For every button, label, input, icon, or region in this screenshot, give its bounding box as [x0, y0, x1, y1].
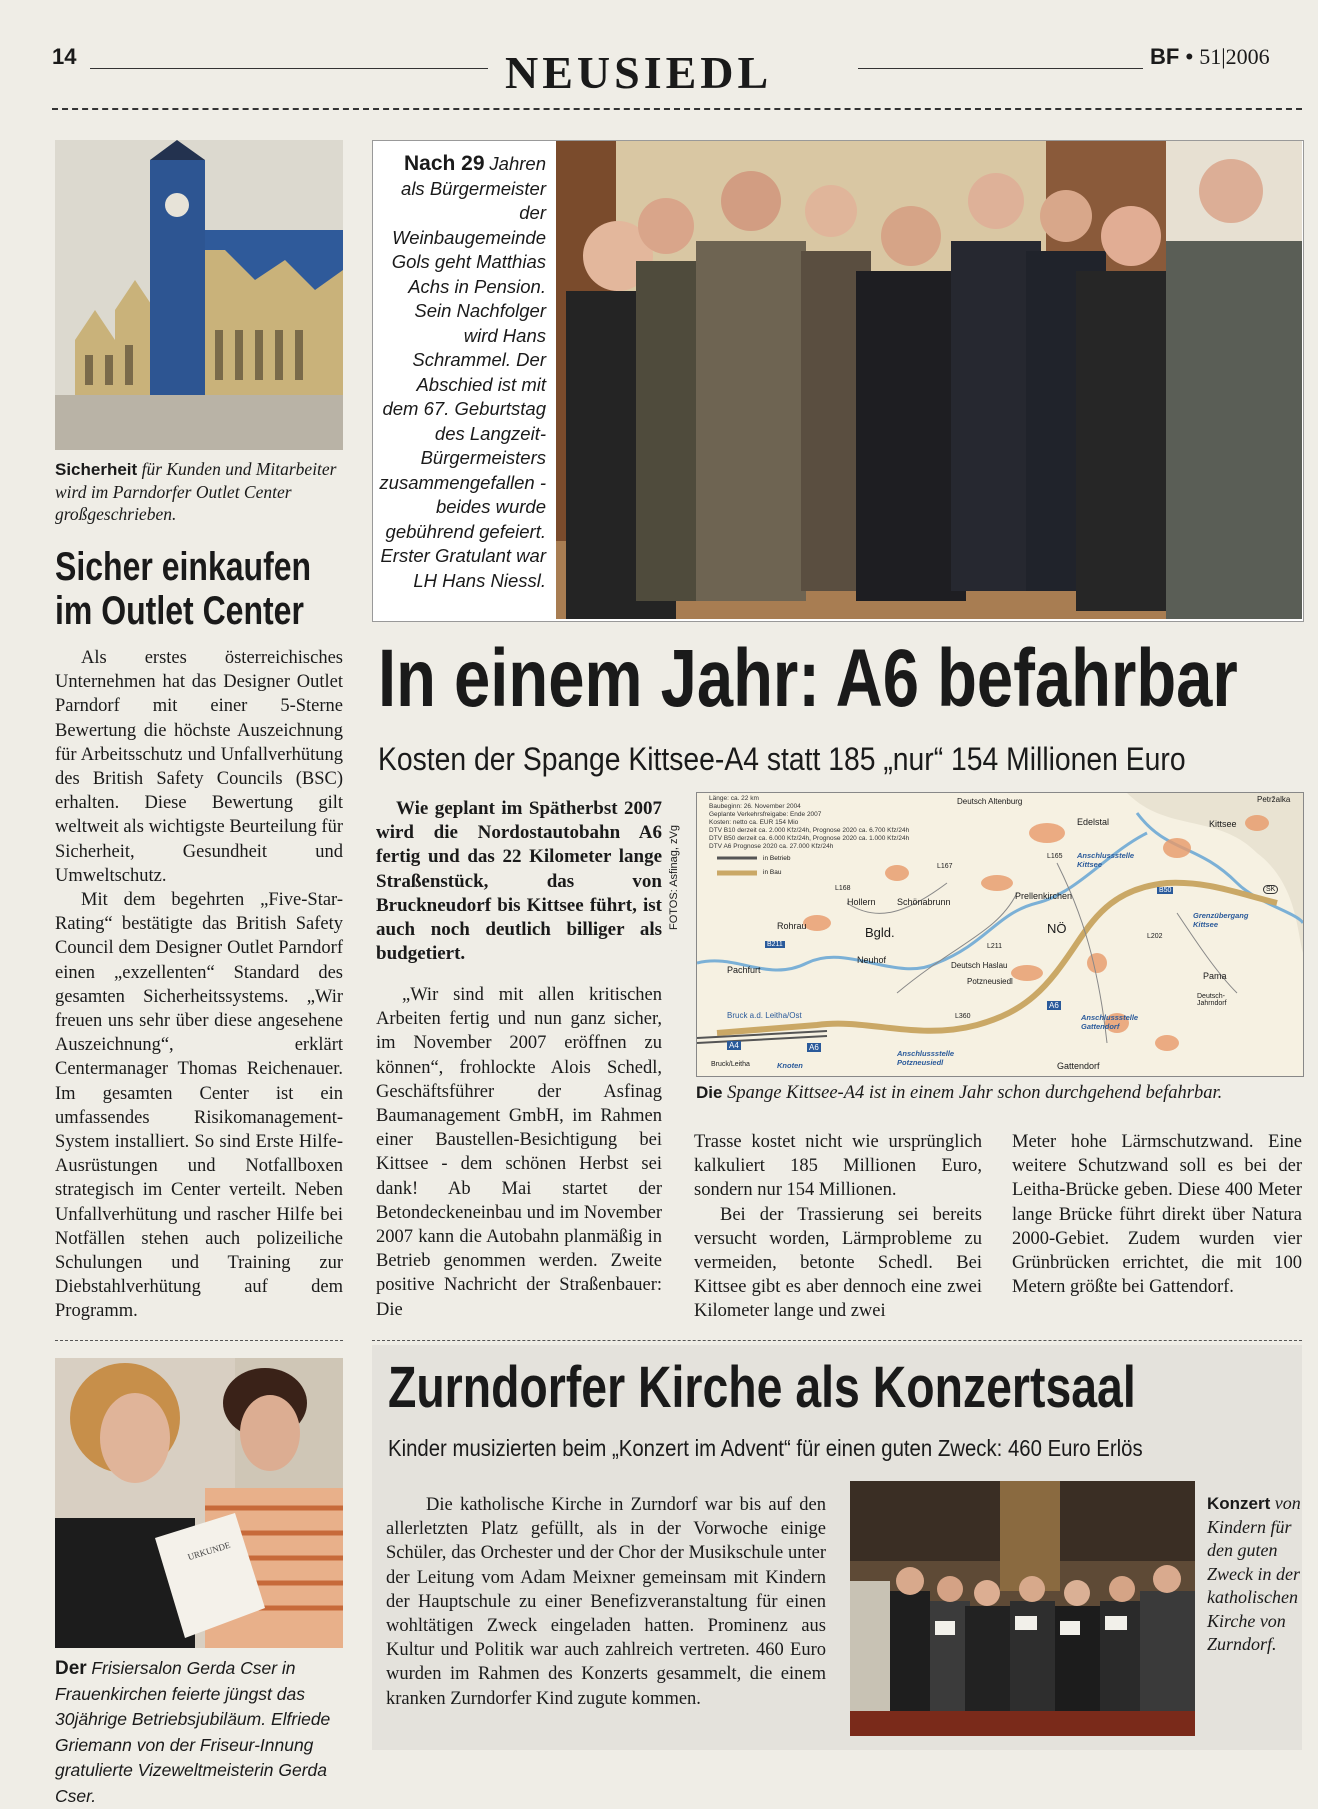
map-place: Neuhof [857, 955, 887, 965]
kirche-body [386, 1493, 826, 1711]
issue-number: 51|2006 [1199, 44, 1270, 69]
outlet-caption-lead: Sicherheit [55, 460, 138, 479]
map-place: Pama [1203, 971, 1227, 981]
map-road-label: B50 [1159, 887, 1172, 894]
a6-col2-paragraph-2: Bei der Trassierung sei bereits versucht worden, Lärmprobleme zu vermeiden, betonte Schedl. Bei Kittsee gibt es aber dennoch eine zwei Kilometer lange und zwei [694, 1204, 982, 1322]
a6-col2-paragraph-1: Trasse kostet nicht wie ursprünglich kalkuliert 185 Millionen Euro, sondern nur 154 Millionen. [694, 1132, 982, 1201]
kirche-concert-photo [850, 1481, 1195, 1736]
salon-caption [55, 1656, 347, 1809]
salon-caption-text: Frisiersalon Gerda Cser in Frauenkirchen feierte jüngst das 30jährige Betriebsjubiläum. Elfriede Griemann von der Friseur-Innung gratulierte Vizeweltmeisterin Gerda Cser. [55, 1658, 331, 1806]
a6-lead: Wie geplant im Spätherbst 2007 wird die Nordostautobahn A6 fertig und das 22 Kilometer lange Straßenstück, das von Bruckneudorf bis Kittsee führt, ist auch noch deutlich billiger als budgetiert. [376, 798, 662, 965]
outlet-building-illustration [55, 140, 343, 450]
paper-name: BF [1150, 44, 1180, 69]
kirche-photo-caption [1207, 1492, 1302, 1657]
salon-illustration [55, 1358, 343, 1648]
map-info-value: derzeit ca. 2.000 Kfz/24h, Prognose 2020 ca. 6.700 Kfz/24h [737, 827, 910, 834]
map-road-label: L168 [835, 885, 851, 892]
map-place: Schönabrunn [897, 897, 951, 907]
map-road-label: A4 [729, 1041, 739, 1050]
map-info-value: Ende 2007 [789, 811, 822, 818]
map-place: Gattendorf [1057, 1061, 1100, 1071]
map-info-label: Geplante Verkehrsfreigabe: [709, 811, 789, 818]
a6-subheadline: Kosten der Spange Kittsee-A4 statt 185 „nur“ 154 Millionen Euro [378, 741, 1186, 777]
a6-headline: In einem Jahr: A6 befahrbar [378, 633, 1238, 724]
map-region-noe: NÖ [1047, 921, 1067, 936]
a6-column-2 [694, 1130, 982, 1324]
outlet-paragraph-1: Als erstes österreichisches Unternehmen hat das Designer Outlet Parndorf mit einer 5-Sterne Bewertung die höchste Auszeichnung für Arbeitsschutz und Unfallverhütung des British Safety Councils (BSC) erhalten. Diese Bewertung gilt weltweit als wichtigste Beurteilung für Sicherheit, Gesundheit und Umweltschutz. [55, 648, 343, 886]
left-column-dashed-divider [55, 1340, 343, 1341]
gols-caption [378, 152, 546, 593]
map-place: Rohrau [777, 921, 807, 931]
map-place: Deutsch-Jahrndorf [1197, 993, 1227, 1007]
a6-column-1 [376, 983, 662, 1322]
map-junction: Anschlussstelle Gattendorf [1081, 1013, 1139, 1031]
map-legend-construction: in Bau [763, 869, 782, 876]
map-place: Pachfurt [727, 965, 761, 975]
kirche-headline: Zurndorfer Kirche als Konzertsaal [388, 1355, 1136, 1420]
map-place: Kittsee [1209, 819, 1237, 829]
map-legend-operating: in Betrieb [763, 855, 791, 862]
outlet-photo-caption [55, 458, 345, 525]
map-junction: Grenzübergang Kittsee [1193, 911, 1249, 929]
map-info-label: Baubeginn: [709, 803, 742, 810]
header-dashed-rule [52, 108, 1302, 110]
outlet-headline-line2: im Outlet Center [55, 589, 304, 633]
map-junction: Anschlussstelle Potzneusiedl [897, 1049, 955, 1067]
map-place: Potzneusiedl [967, 977, 1013, 986]
main-dashed-divider [372, 1340, 1302, 1341]
gols-caption-text: Jahren als Bürgermeister der Weinbaugemeinde Gols geht Matthias Achs in Pension. Sein Nachfolger wird Hans Schrammel. Der Abschied ist mit dem 67. Geburtstag des Langzeit-Bürgermeisters zusammengefallen - beides wurde gebührend gefeiert. Erster Gratulant war LH Hans Niessl. [379, 153, 546, 591]
issue-bullet: • [1185, 44, 1194, 69]
map-info-label: Länge: [709, 795, 729, 802]
header-rule-right [858, 68, 1143, 69]
map-road-label: L360 [955, 1013, 971, 1020]
map-road-label: A6 [1049, 1001, 1059, 1010]
outlet-paragraph-2: Mit dem begehrten „Five-Star-Rating“ bestätigte das British Safety Council dem Designer Outlet Parndorf einen „exzellenten“ Standard des gesamten Sicherheitssystems. „Wir freuen uns sehr über diese angesehene Auszeichnung“, erklärt Centermanager Thomas Reichenauer. Im gesamten Center ist ein umfassendes Risikomanagement-System installiert. So sind Erste Hilfe-Ausrüstungen und Notfallboxen strategisch im Center verteilt. Neben Unfallverhütung und rascher Hilfe bei Notfällen stehen auch polizeiliche Schulungen und Training zur Diebstahlverhütung auf dem Programm. [55, 890, 343, 1322]
map-place: Bruck a.d. Leitha/Ost [727, 1011, 802, 1020]
map-info-box [709, 795, 969, 851]
kirche-concert-illustration [850, 1481, 1195, 1736]
map-info-value: derzeit ca. 6.000 Kfz/24h, Prognose 2020 ca. 1.000 Kfz/24h [737, 835, 910, 842]
map-caption-lead: Die [696, 1083, 723, 1102]
map-info-label: Kosten: [709, 819, 732, 826]
gols-group-photo [556, 141, 1302, 619]
map-caption-text: Spange Kittsee-A4 ist in einem Jahr schon durchgehend befahrbar. [727, 1083, 1223, 1103]
map-info-value: ca. 22 km [730, 795, 759, 802]
outlet-article-body [55, 646, 343, 1324]
gols-caption-lead: Nach 29 [404, 152, 485, 175]
header-rule-left [90, 68, 488, 69]
map-place: Deutsch Haslau [951, 961, 1008, 970]
map-info-label: DTV B10 [709, 827, 736, 834]
outlet-caption-text: für Kunden und Mitarbeiter wird im Parndorfer Outlet Center großgeschrieben. [55, 459, 337, 524]
kirche-caption-text: von Kindern für den guten Zweck in der katholischen Kirche von Zurndorf. [1207, 1493, 1301, 1654]
map-road-label: L165 [1047, 853, 1063, 860]
map-place: Edelstal [1077, 817, 1110, 827]
a6-column-3 [1012, 1130, 1302, 1299]
outlet-headline [55, 545, 311, 633]
map-place: Prellenkirchen [1015, 891, 1073, 901]
map-road-label: A6 [809, 1043, 819, 1052]
gols-group-illustration [556, 141, 1302, 619]
map-place: Hollern [847, 897, 876, 907]
salon-caption-lead: Der [55, 1658, 87, 1679]
map-place: Petržalka [1257, 795, 1291, 804]
a6-col1-paragraph: „Wir sind mit allen kritischen Arbeiten fertig und nun ganz sicher, im November 2007 eröffnen zu können“, frohlockte Alois Schedl, Geschäftsführer der Asfinag Baumanagement GmbH, im Rahmen einer Baustellen-Besichtigung bei Kittsee - dem schönen Herbst sei dank! Ab Mai startet der Betondeckeneinbau und im November 2007 kann die Autobahn planmäßig in Betrieb genommen werden. Zweite positive Nachricht der Straßenbauer: Die [376, 985, 662, 1320]
map-region-bgld: Bgld. [865, 925, 895, 940]
page-number: 14 [52, 44, 77, 69]
map-caption [696, 1082, 1306, 1104]
kirche-paragraph: Die katholische Kirche in Zurndorf war bis auf den allerletzten Platz gefüllt, als in der Vorwoche einige Schüler, das Orchester und der Chor der Musikschule unter der Leitung vom Adam Meixner gemeinsam mit Kindern der Hauptschule zu einer Benefizveranstaltung für einen wohltätigen Zweck eingeladen hatten. Prominenz aus Kultur und Politik war auch zahlreich vertreten. 460 Euro wurden im Rahmen des Konzerts gesammelt, die einem kranken Zurndorfer Kind zugute kommen. [386, 1495, 826, 1709]
a6-col3-paragraph: Meter hohe Lärmschutzwand. Eine weitere Schutzwand soll es bei der Leitha-Brücke geben. Diese 400 Meter lange Brücke führt direkt über Natura 2000-Gebiet. Zudem wurden vier Grünbrücken errichtet, die mit 100 Metern größte bei Gattendorf. [1012, 1132, 1302, 1298]
kirche-subheadline: Kinder musizierten beim „Konzert im Advent“ für einen guten Zweck: 460 Euro Erlös [388, 1435, 1143, 1461]
map-road-label: L167 [937, 863, 953, 870]
a6-map [696, 792, 1304, 1077]
map-road-label: B211 [767, 941, 783, 948]
map-road-label: L202 [1147, 933, 1163, 940]
map-info-value: 26. November 2004 [743, 803, 801, 810]
map-road-label: SK [1263, 885, 1278, 894]
map-place: Deutsch Altenburg [957, 797, 1023, 806]
photo-credit: FOTOS: Asfinag, zVg [668, 825, 680, 930]
section-title: NEUSIEDL [505, 47, 773, 98]
map-place: Bruck/Leitha [711, 1061, 750, 1068]
salon-photo [55, 1358, 343, 1648]
kirche-caption-lead: Konzert [1207, 1494, 1271, 1513]
outlet-center-photo [55, 140, 343, 450]
map-info-label: DTV A6 [709, 843, 732, 850]
map-junction: Anschlussstelle Kittsee [1077, 851, 1135, 869]
map-info-label: DTV B50 [709, 835, 736, 842]
certificate-text: URKUNDE [186, 1539, 232, 1563]
issue-info [1150, 44, 1270, 70]
map-info-value: Prognose 2020 ca. 27.000 Kfz/24h [733, 843, 834, 850]
map-road-label: L211 [987, 943, 1003, 950]
outlet-headline-line1: Sicher einkaufen [55, 545, 312, 589]
map-junction: Knoten [777, 1061, 803, 1070]
map-info-value: netto ca. EUR 154 Mio [732, 819, 799, 826]
